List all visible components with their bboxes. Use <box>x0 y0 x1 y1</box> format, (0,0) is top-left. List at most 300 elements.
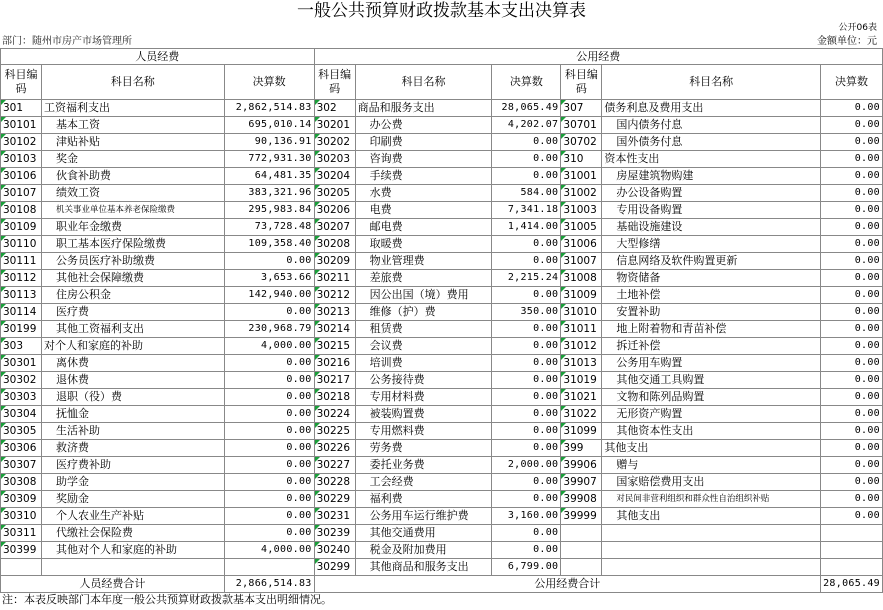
header-name: 科目名称 <box>602 65 821 100</box>
column-header-row <box>1 65 883 100</box>
item-name: 退职（役）费 <box>41 389 224 406</box>
item-name: 办公费 <box>355 117 492 134</box>
header-amount: 决算数 <box>224 65 314 100</box>
item-amount: 0.00 <box>492 287 561 304</box>
totals-row <box>1 576 883 593</box>
item-amount: 0.00 <box>492 406 561 423</box>
table-row <box>1 321 883 338</box>
item-amount: 0.00 <box>492 491 561 508</box>
item-amount: 0.00 <box>224 491 314 508</box>
item-name: 会议费 <box>355 338 492 355</box>
item-amount: 0.00 <box>492 236 561 253</box>
item-amount: 3,653.66 <box>224 270 314 287</box>
item-code: 30215 <box>314 338 355 355</box>
item-amount: 0.00 <box>821 389 883 406</box>
item-name: 其他交通费用 <box>355 525 492 542</box>
item-code: 31006 <box>561 236 602 253</box>
item-code: 30228 <box>314 474 355 491</box>
item-code: 31005 <box>561 219 602 236</box>
item-amount: 584.00 <box>492 185 561 202</box>
item-amount: 0.00 <box>821 338 883 355</box>
item-name: 地上附着物和青苗补偿 <box>602 321 821 338</box>
item-code: 31007 <box>561 253 602 270</box>
item-code: 30107 <box>1 185 42 202</box>
header-code: 科目编码 <box>561 65 602 100</box>
item-code: 30109 <box>1 219 42 236</box>
item-code: 31002 <box>561 185 602 202</box>
item-code: 30309 <box>1 491 42 508</box>
table-row <box>1 389 883 406</box>
item-name: 大型修缮 <box>602 236 821 253</box>
item-code: 30112 <box>1 270 42 287</box>
item-code: 30216 <box>314 355 355 372</box>
item-amount: 0.00 <box>492 253 561 270</box>
item-code: 30229 <box>314 491 355 508</box>
table-row <box>1 355 883 372</box>
item-name: 医疗费补助 <box>41 457 224 474</box>
item-code: 31019 <box>561 372 602 389</box>
public-total-amount: 28,065.49 <box>821 576 883 593</box>
table-row <box>1 423 883 440</box>
item-amount: 230,968.79 <box>224 321 314 338</box>
item-amount: 295,983.84 <box>224 202 314 219</box>
table-row <box>1 219 883 236</box>
item-name: 其他交通工具购置 <box>602 372 821 389</box>
item-amount: 0.00 <box>492 389 561 406</box>
item-amount: 0.00 <box>821 151 883 168</box>
item-code: 31021 <box>561 389 602 406</box>
item-amount: 0.00 <box>224 457 314 474</box>
item-code: 30103 <box>1 151 42 168</box>
item-name: 其他资本性支出 <box>602 423 821 440</box>
item-name: 培训费 <box>355 355 492 372</box>
department-label: 部门：随州市房产市场管理所 <box>2 36 132 47</box>
item-amount: 0.00 <box>224 372 314 389</box>
item-amount: 0.00 <box>224 406 314 423</box>
item-code: 399 <box>561 440 602 457</box>
item-amount: 73,728.48 <box>224 219 314 236</box>
item-name: 拆迁补偿 <box>602 338 821 355</box>
item-amount: 0.00 <box>821 117 883 134</box>
item-amount: 0.00 <box>492 151 561 168</box>
table-row <box>1 270 883 287</box>
item-name: 福利费 <box>355 491 492 508</box>
item-name: 被装购置费 <box>355 406 492 423</box>
item-amount: 7,341.18 <box>492 202 561 219</box>
item-name: 取暖费 <box>355 236 492 253</box>
item-amount <box>821 559 883 576</box>
table-row <box>1 202 883 219</box>
item-name: 救济费 <box>41 440 224 457</box>
item-amount: 0.00 <box>821 321 883 338</box>
item-amount: 0.00 <box>821 236 883 253</box>
item-name: 其他商品和服务支出 <box>355 559 492 576</box>
item-code: 30113 <box>1 287 42 304</box>
item-name: 对个人和家庭的补助 <box>41 338 224 355</box>
item-name: 安置补助 <box>602 304 821 321</box>
item-amount: 0.00 <box>821 253 883 270</box>
item-name: 电费 <box>355 202 492 219</box>
item-name: 离休费 <box>41 355 224 372</box>
expenditure-table <box>0 48 883 593</box>
item-name: 物资储备 <box>602 270 821 287</box>
item-code: 30702 <box>561 134 602 151</box>
item-name: 商品和服务支出 <box>355 100 492 117</box>
item-name: 税金及附加费用 <box>355 542 492 559</box>
item-amount: 0.00 <box>492 423 561 440</box>
section-public-header: 公用经费 <box>314 49 882 65</box>
item-code: 31022 <box>561 406 602 423</box>
table-row <box>1 151 883 168</box>
item-name: 房屋建筑物购建 <box>602 168 821 185</box>
item-name: 公务用车运行维护费 <box>355 508 492 525</box>
item-name: 邮电费 <box>355 219 492 236</box>
item-code <box>561 525 602 542</box>
item-code <box>561 559 602 576</box>
item-name: 住房公积金 <box>41 287 224 304</box>
item-name: 职业年金缴费 <box>41 219 224 236</box>
item-code: 30213 <box>314 304 355 321</box>
item-name: 公务员医疗补助缴费 <box>41 253 224 270</box>
table-row <box>1 440 883 457</box>
item-name: 其他支出 <box>602 508 821 525</box>
item-amount: 0.00 <box>224 304 314 321</box>
item-name: 土地补偿 <box>602 287 821 304</box>
item-code: 31009 <box>561 287 602 304</box>
item-name: 其他支出 <box>602 440 821 457</box>
item-code: 30102 <box>1 134 42 151</box>
item-name: 差旅费 <box>355 270 492 287</box>
item-name: 基础设施建设 <box>602 219 821 236</box>
item-name: 职工基本医疗保险缴费 <box>41 236 224 253</box>
item-code: 31010 <box>561 304 602 321</box>
item-code: 30206 <box>314 202 355 219</box>
item-code: 30226 <box>314 440 355 457</box>
item-code: 30227 <box>314 457 355 474</box>
item-code: 30211 <box>314 270 355 287</box>
item-name: 物业管理费 <box>355 253 492 270</box>
item-amount: 0.00 <box>492 134 561 151</box>
item-name <box>602 559 821 576</box>
item-name: 工资福利支出 <box>41 100 224 117</box>
item-code: 30208 <box>314 236 355 253</box>
item-name: 无形资产购置 <box>602 406 821 423</box>
item-amount: 0.00 <box>224 389 314 406</box>
item-amount: 4,202.07 <box>492 117 561 134</box>
item-name <box>602 542 821 559</box>
item-code: 30101 <box>1 117 42 134</box>
item-code: 30231 <box>314 508 355 525</box>
item-code: 30204 <box>314 168 355 185</box>
table-row <box>1 474 883 491</box>
table-row <box>1 236 883 253</box>
item-amount <box>821 525 883 542</box>
item-code: 31012 <box>561 338 602 355</box>
item-amount: 0.00 <box>821 372 883 389</box>
item-amount: 0.00 <box>224 440 314 457</box>
item-amount: 772,931.30 <box>224 151 314 168</box>
item-amount: 64,481.35 <box>224 168 314 185</box>
item-name: 委托业务费 <box>355 457 492 474</box>
item-code: 30111 <box>1 253 42 270</box>
item-name <box>602 525 821 542</box>
item-amount: 1,414.00 <box>492 219 561 236</box>
item-amount: 0.00 <box>821 168 883 185</box>
item-amount: 0.00 <box>224 355 314 372</box>
item-code: 30302 <box>1 372 42 389</box>
item-amount: 2,215.24 <box>492 270 561 287</box>
table-row <box>1 185 883 202</box>
item-amount: 0.00 <box>821 202 883 219</box>
table-row <box>1 338 883 355</box>
item-code: 303 <box>1 338 42 355</box>
item-code: 31011 <box>561 321 602 338</box>
item-code: 30217 <box>314 372 355 389</box>
table-row <box>1 372 883 389</box>
item-code: 30304 <box>1 406 42 423</box>
item-amount: 0.00 <box>492 338 561 355</box>
item-code: 302 <box>314 100 355 117</box>
item-name: 奖金 <box>41 151 224 168</box>
item-code: 30214 <box>314 321 355 338</box>
item-code: 30224 <box>314 406 355 423</box>
item-name: 伙食补助费 <box>41 168 224 185</box>
item-name: 国内债务付息 <box>602 117 821 134</box>
item-name: 退休费 <box>41 372 224 389</box>
item-amount: 3,160.00 <box>492 508 561 525</box>
item-name: 咨询费 <box>355 151 492 168</box>
item-code: 307 <box>561 100 602 117</box>
item-amount: 0.00 <box>224 423 314 440</box>
personnel-total-label: 人员经费合计 <box>1 576 225 593</box>
item-name: 其他对个人和家庭的补助 <box>41 542 224 559</box>
item-amount: 0.00 <box>224 253 314 270</box>
item-code: 39908 <box>561 491 602 508</box>
item-amount: 0.00 <box>821 185 883 202</box>
item-amount: 350.00 <box>492 304 561 321</box>
item-code: 30301 <box>1 355 42 372</box>
table-row <box>1 559 883 576</box>
table-row <box>1 117 883 134</box>
item-amount: 0.00 <box>492 542 561 559</box>
item-amount: 2,862,514.83 <box>224 100 314 117</box>
item-code: 30201 <box>314 117 355 134</box>
item-name: 奖励金 <box>41 491 224 508</box>
header-name: 科目名称 <box>355 65 492 100</box>
item-name: 绩效工资 <box>41 185 224 202</box>
item-amount: 0.00 <box>821 423 883 440</box>
item-code: 30399 <box>1 542 42 559</box>
item-name: 印刷费 <box>355 134 492 151</box>
table-row <box>1 134 883 151</box>
item-name: 个人农业生产补贴 <box>41 508 224 525</box>
item-name: 办公设备购置 <box>602 185 821 202</box>
item-code: 30310 <box>1 508 42 525</box>
item-code: 30106 <box>1 168 42 185</box>
item-name: 其他社会保障缴费 <box>41 270 224 287</box>
item-code: 301 <box>1 100 42 117</box>
item-amount: 0.00 <box>821 406 883 423</box>
item-amount <box>224 559 314 576</box>
item-code: 31099 <box>561 423 602 440</box>
item-code: 30308 <box>1 474 42 491</box>
item-amount: 0.00 <box>821 508 883 525</box>
header-name: 科目名称 <box>41 65 224 100</box>
item-name: 债务利息及费用支出 <box>602 100 821 117</box>
item-name: 代缴社会保险费 <box>41 525 224 542</box>
footnote: 注：本表反映部门本年度一般公共预算财政拨款基本支出明细情况。 <box>2 593 332 606</box>
item-name: 医疗费 <box>41 304 224 321</box>
item-code: 30306 <box>1 440 42 457</box>
header-amount: 决算数 <box>821 65 883 100</box>
item-amount: 28,065.49 <box>492 100 561 117</box>
item-code: 30239 <box>314 525 355 542</box>
item-name: 国家赔偿费用支出 <box>602 474 821 491</box>
item-code: 30701 <box>561 117 602 134</box>
header-code: 科目编码 <box>314 65 355 100</box>
table-row <box>1 457 883 474</box>
item-amount: 4,000.00 <box>224 542 314 559</box>
item-amount: 0.00 <box>492 168 561 185</box>
item-name: 公务接待费 <box>355 372 492 389</box>
item-amount: 6,799.00 <box>492 559 561 576</box>
item-code: 310 <box>561 151 602 168</box>
item-code: 30202 <box>314 134 355 151</box>
table-row <box>1 508 883 525</box>
item-code <box>561 542 602 559</box>
item-code: 30240 <box>314 542 355 559</box>
item-name: 文物和陈列品购置 <box>602 389 821 406</box>
item-code: 30205 <box>314 185 355 202</box>
item-code: 30199 <box>1 321 42 338</box>
item-code: 30108 <box>1 202 42 219</box>
item-name: 水费 <box>355 185 492 202</box>
item-amount: 383,321.96 <box>224 185 314 202</box>
item-code: 30212 <box>314 287 355 304</box>
header-code: 科目编码 <box>1 65 42 100</box>
item-amount: 142,940.00 <box>224 287 314 304</box>
item-name <box>41 559 224 576</box>
item-name: 租赁费 <box>355 321 492 338</box>
item-amount: 0.00 <box>821 304 883 321</box>
item-amount: 0.00 <box>492 474 561 491</box>
item-name: 资本性支出 <box>602 151 821 168</box>
item-code: 30207 <box>314 219 355 236</box>
item-amount: 2,000.00 <box>492 457 561 474</box>
item-amount: 0.00 <box>492 321 561 338</box>
table-row <box>1 253 883 270</box>
item-amount: 0.00 <box>821 270 883 287</box>
item-amount: 0.00 <box>224 525 314 542</box>
item-name: 津贴补贴 <box>41 134 224 151</box>
table-row <box>1 100 883 117</box>
item-amount: 0.00 <box>821 287 883 304</box>
item-code: 30305 <box>1 423 42 440</box>
item-name: 基本工资 <box>41 117 224 134</box>
item-amount: 109,358.40 <box>224 236 314 253</box>
item-amount: 695,010.14 <box>224 117 314 134</box>
item-code: 30225 <box>314 423 355 440</box>
header-amount: 决算数 <box>492 65 561 100</box>
item-amount: 0.00 <box>821 457 883 474</box>
item-code: 30218 <box>314 389 355 406</box>
item-name: 信息网络及软件购置更新 <box>602 253 821 270</box>
item-name: 助学金 <box>41 474 224 491</box>
item-name: 因公出国（境）费用 <box>355 287 492 304</box>
item-code: 31003 <box>561 202 602 219</box>
item-amount: 0.00 <box>224 508 314 525</box>
item-code: 30209 <box>314 253 355 270</box>
item-name: 对民间非营利组织和群众性自治组织补贴 <box>602 491 821 508</box>
item-code: 31008 <box>561 270 602 287</box>
table-row <box>1 406 883 423</box>
item-code: 39906 <box>561 457 602 474</box>
item-code: 31001 <box>561 168 602 185</box>
item-name: 专用材料费 <box>355 389 492 406</box>
amount-unit-label: 金额单位：元 <box>817 36 877 47</box>
item-name: 抚恤金 <box>41 406 224 423</box>
item-code <box>1 559 42 576</box>
item-name: 专用燃料费 <box>355 423 492 440</box>
item-name: 国外债务付息 <box>602 134 821 151</box>
item-amount: 0.00 <box>821 440 883 457</box>
table-row <box>1 304 883 321</box>
item-name: 赠与 <box>602 457 821 474</box>
item-name: 专用设备购置 <box>602 202 821 219</box>
item-code: 39999 <box>561 508 602 525</box>
item-amount: 0.00 <box>821 219 883 236</box>
item-amount: 4,000.00 <box>224 338 314 355</box>
item-code: 31013 <box>561 355 602 372</box>
item-code: 39907 <box>561 474 602 491</box>
item-amount: 0.00 <box>492 355 561 372</box>
item-amount: 0.00 <box>821 134 883 151</box>
item-amount: 90,136.91 <box>224 134 314 151</box>
item-name: 劳务费 <box>355 440 492 457</box>
item-name: 工会经费 <box>355 474 492 491</box>
item-code: 30299 <box>314 559 355 576</box>
item-amount: 0.00 <box>492 372 561 389</box>
item-amount <box>821 542 883 559</box>
table-row <box>1 491 883 508</box>
item-code: 30303 <box>1 389 42 406</box>
item-amount: 0.00 <box>821 474 883 491</box>
item-amount: 0.00 <box>821 491 883 508</box>
item-code: 30114 <box>1 304 42 321</box>
item-amount: 0.00 <box>821 100 883 117</box>
item-code: 30110 <box>1 236 42 253</box>
item-code: 30311 <box>1 525 42 542</box>
personnel-total-amount: 2,866,514.83 <box>224 576 314 593</box>
table-row <box>1 287 883 304</box>
section-personnel-header: 人员经费 <box>1 49 315 65</box>
table-row <box>1 168 883 185</box>
item-amount: 0.00 <box>224 474 314 491</box>
item-amount: 0.00 <box>821 355 883 372</box>
item-name: 公务用车购置 <box>602 355 821 372</box>
item-name: 生活补助 <box>41 423 224 440</box>
item-amount: 0.00 <box>492 525 561 542</box>
item-name: 手续费 <box>355 168 492 185</box>
item-name: 维修（护）费 <box>355 304 492 321</box>
table-row <box>1 525 883 542</box>
public-total-label: 公用经费合计 <box>314 576 820 593</box>
item-code: 30203 <box>314 151 355 168</box>
table-row <box>1 542 883 559</box>
item-code: 30307 <box>1 457 42 474</box>
item-amount: 0.00 <box>492 440 561 457</box>
item-name: 机关事业单位基本养老保险缴费 <box>41 202 224 219</box>
